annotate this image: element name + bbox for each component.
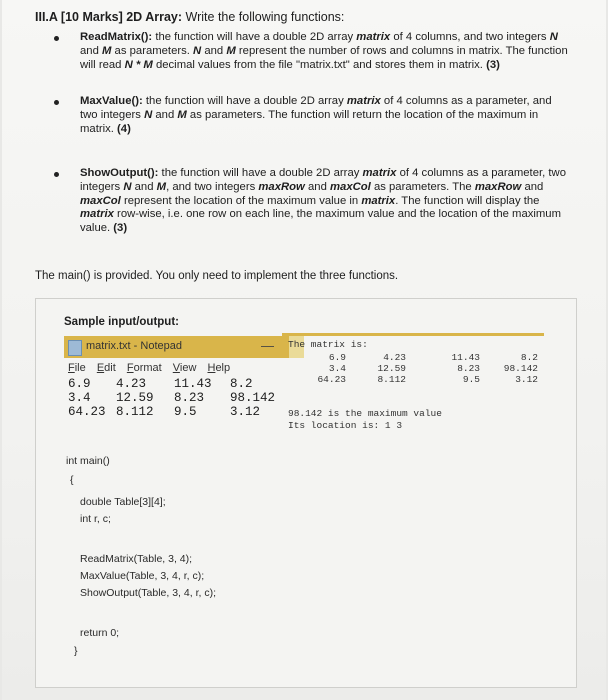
bullet-readmatrix: ReadMatrix(): the function will have a double 2D array matrix of 4 columns, and two integers N and M as parameters. N and M represent the number of rows and columns in matrix. The function will read N * M decimal values from the file "matrix.txt" and stores them in matrix. (3) <box>58 31 568 72</box>
code-line: MaxValue(Table, 3, 4, r, c); <box>80 570 205 582</box>
bullet-dot <box>54 36 59 41</box>
bullet-showoutput: ShowOutput(): the function will have a double 2D array matrix of 4 columns as a parameter, two integers N and M, and two integers maxRow and maxCol as parameters. The maxRow and maxCol represent the location of the maximum value in matrix. The function will display the matrix row-wise, i.e. one row on each line, the maximum value and the location of the maximum value. (3) <box>58 167 568 236</box>
console-location-line: Its location is: 1 3 <box>288 420 403 431</box>
code-line: double Table[3][4]; <box>80 496 166 508</box>
menu-help[interactable]: Help <box>207 362 231 374</box>
notepad-titlebar <box>64 336 304 358</box>
notepad-window <box>64 336 304 428</box>
notepad-row: 3.4 12.59 8.23 98.142 <box>68 391 276 405</box>
question-heading <box>35 10 344 24</box>
code-close-brace: } <box>74 645 78 657</box>
code-line: return 0; <box>80 627 120 639</box>
menu-edit[interactable]: Edit <box>96 362 116 374</box>
question-instruction: Write the following functions: <box>185 10 345 24</box>
code-line: ReadMatrix(Table, 3, 4); <box>80 553 193 565</box>
code-line: ShowOutput(Table, 3, 4, r, c); <box>80 587 216 599</box>
main-provided-note: The main() is provided. You only need to implement the three functions. <box>35 270 399 282</box>
notepad-icon <box>68 340 82 356</box>
menu-view[interactable]: View <box>172 362 197 374</box>
menu-format[interactable]: Format <box>126 362 162 374</box>
code-main-signature: int main() <box>66 455 110 467</box>
notepad-row: 64.23 8.112 9.5 3.12 <box>68 405 261 419</box>
question-label: III.A [10 Marks] 2D Array: <box>35 10 183 24</box>
code-open-brace: { <box>70 474 74 486</box>
document-page <box>2 0 606 700</box>
menu-file[interactable]: File <box>68 362 86 374</box>
notepad-content[interactable] <box>68 377 278 419</box>
sample-title: Sample input/output: <box>64 316 179 328</box>
console-max-line: 98.142 is the maximum value <box>288 408 442 419</box>
console-output: The matrix is: 6.9 4.23 11.43 8.2 3.4 12.59 8.23 98.142 64.23 8.112 9.5 3.12 98.142 is the maximum value Its location is: 1 3 <box>282 333 544 436</box>
notepad-menubar <box>68 362 238 374</box>
code-line: int r, c; <box>80 513 111 525</box>
notepad-row: 6.9 4.23 11.43 8.2 <box>68 377 253 391</box>
console-heading: The matrix is: <box>288 339 368 350</box>
minimize-icon[interactable]: — <box>261 338 274 353</box>
sample-io-box <box>35 298 577 688</box>
notepad-title: matrix.txt - Notepad <box>86 340 182 352</box>
bullet-dot <box>54 172 59 177</box>
bullet-maxvalue: MaxValue(): the function will have a double 2D array matrix of 4 columns as a parameter, and two integers N and M as parameters. The function will return the location of the maximum in matrix. (4) <box>58 95 568 136</box>
bullet-dot <box>54 100 59 105</box>
